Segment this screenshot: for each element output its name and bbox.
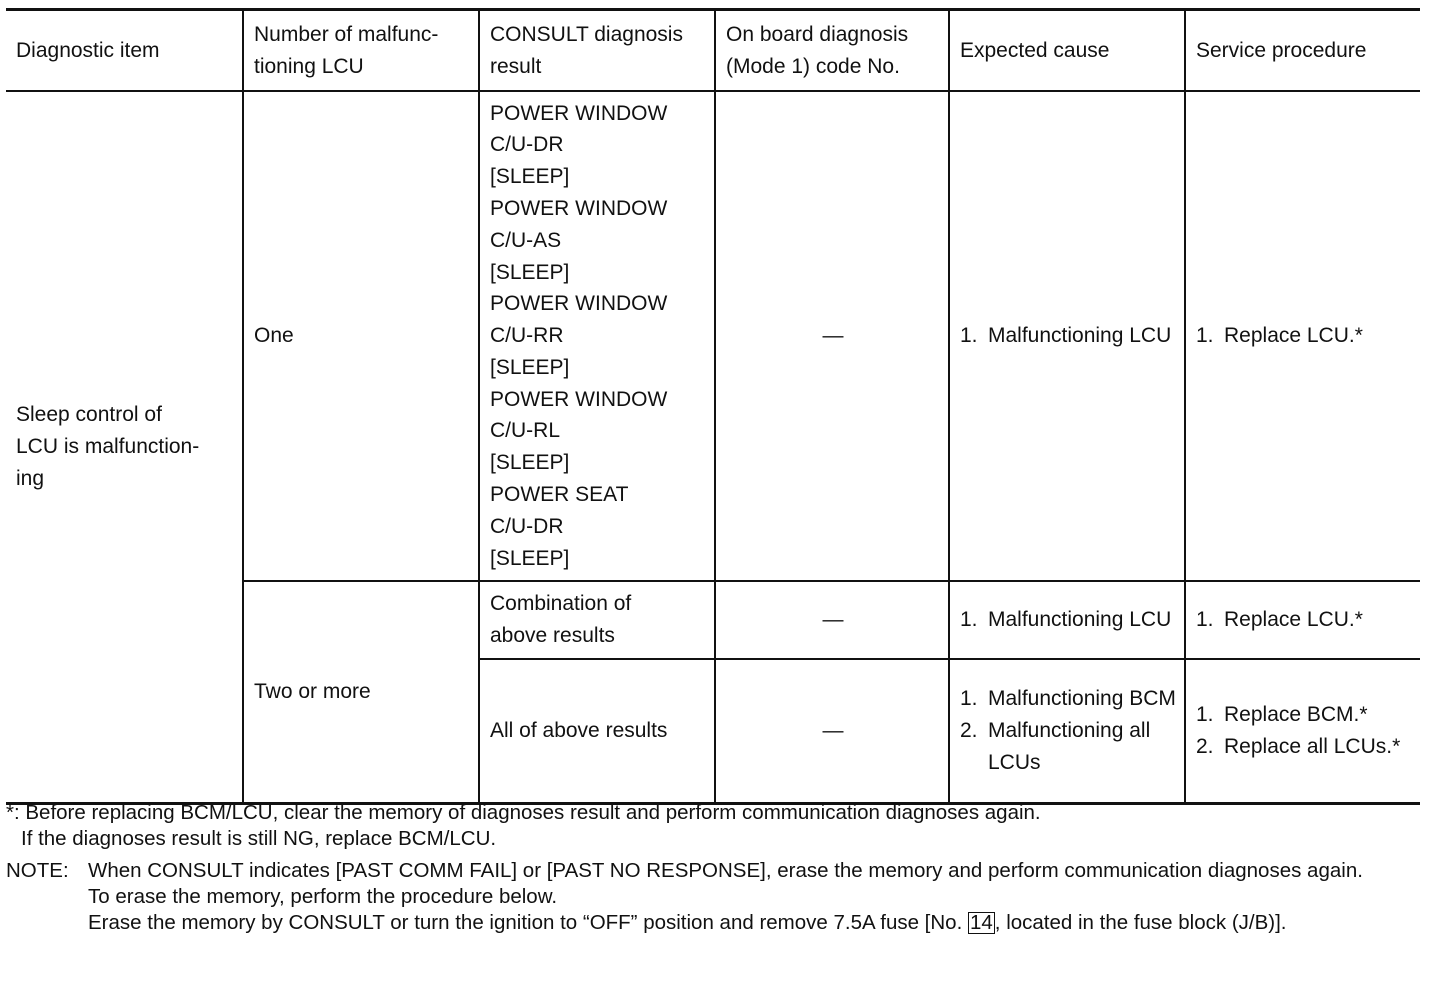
consult-result-line: C/U-RR: [490, 324, 564, 348]
diagnostic-item-cell: [6, 91, 243, 804]
consult-result-line: [SLEEP]: [490, 260, 570, 284]
list-item: [960, 683, 1176, 715]
list-item-text: Malfunctioning LCU: [988, 324, 1172, 348]
expected-cause-list: [960, 604, 1176, 636]
note-line: [88, 910, 1420, 936]
service-procedure-list: [1196, 604, 1412, 636]
service-procedure-cell: [1185, 659, 1420, 804]
text-line: ing: [16, 466, 45, 490]
fuse-number-box: 14: [969, 911, 993, 934]
note-block: [6, 858, 1420, 936]
service-procedure-list: [1196, 320, 1412, 352]
list-item-text: Malfunctioning BCM: [988, 687, 1176, 711]
consult-result-cell: [479, 91, 715, 581]
obd-code-cell: —: [715, 581, 949, 659]
obd-code-cell: —: [715, 659, 949, 804]
footnote: [6, 800, 1420, 852]
consult-result-line: POWER WINDOW: [490, 292, 668, 316]
list-item-text: Malfunctioning LCU: [988, 608, 1172, 632]
note-body: [88, 858, 1420, 936]
diagnosis-table-container: [6, 8, 1420, 805]
footnote-line: If the diagnoses result is still NG, replace BCM/LCU.: [21, 827, 497, 850]
diagnosis-table: [6, 8, 1420, 805]
count-cell: One: [243, 91, 479, 581]
text-line: LCU is malfunction-: [16, 435, 200, 459]
consult-result-line: C/U-DR: [490, 514, 564, 538]
list-item-number: 1.: [1196, 703, 1214, 727]
text-line: tioning LCU: [254, 54, 364, 78]
consult-result-line: POWER WINDOW: [490, 387, 668, 411]
service-procedure-list: [1196, 699, 1412, 763]
list-item-number: 1.: [960, 687, 978, 711]
expected-cause-cell: [949, 581, 1185, 659]
notes-section: [6, 800, 1420, 936]
list-item: [960, 715, 1176, 779]
list-item: [1196, 699, 1412, 731]
header-consult-result: [479, 10, 715, 92]
consult-result-line: C/U-DR: [490, 133, 564, 157]
footnote-line: *: Before replacing BCM/LCU, clear the memory of diagnoses result and perform communication diagnoses again.: [6, 801, 1041, 824]
expected-cause-list: [960, 320, 1176, 352]
consult-result-line: C/U-RL: [490, 419, 561, 443]
list-item: [1196, 731, 1412, 763]
expected-cause-cell: [949, 91, 1185, 581]
list-item-text: Replace BCM.*: [1224, 703, 1368, 727]
list-item: [960, 320, 1176, 352]
count-cell: Two or more: [243, 581, 479, 804]
text-line: result: [490, 54, 542, 78]
consult-result-line: POWER WINDOW: [490, 101, 668, 125]
consult-result-cell: [479, 581, 715, 659]
header-service-procedure: [1185, 10, 1420, 92]
list-item-number: 1.: [1196, 324, 1214, 348]
list-item-text: Malfunctioning all LCUs: [988, 719, 1151, 774]
text-line: Service procedure: [1196, 38, 1367, 62]
note-text: , located in the fuse block (J/B)].: [994, 911, 1287, 934]
text-line: Expected cause: [960, 38, 1110, 62]
list-item-number: 2.: [960, 719, 978, 743]
list-item-number: 1.: [1196, 608, 1214, 632]
list-item-text: Replace LCU.*: [1224, 324, 1363, 348]
obd-code-cell: —: [715, 91, 949, 581]
list-item-text: Replace LCU.*: [1224, 608, 1363, 632]
note-label: NOTE:: [6, 859, 69, 882]
text-line: (Mode 1) code No.: [726, 54, 900, 78]
list-item-number: 1.: [960, 608, 978, 632]
header-diagnostic-item: [6, 10, 243, 92]
note-line: When CONSULT indicates [PAST COMM FAIL] or [PAST NO RESPONSE], erase the memory and perform communication diagnoses again.: [88, 859, 1363, 882]
consult-result-line: [SLEEP]: [490, 546, 570, 570]
consult-result-line: POWER SEAT: [490, 483, 629, 507]
text-line: above results: [490, 624, 615, 647]
consult-result-line: [SLEEP]: [490, 451, 570, 475]
text-line: CONSULT diagnosis: [490, 22, 683, 46]
header-row: [6, 10, 1420, 92]
list-item-number: 2.: [1196, 735, 1214, 758]
consult-result-list: [490, 98, 706, 575]
list-item-number: 1.: [960, 324, 978, 348]
consult-result-line: [SLEEP]: [490, 355, 570, 379]
table-row: [6, 91, 1420, 581]
header-expected-cause: [949, 10, 1185, 92]
expected-cause-list: [960, 683, 1176, 778]
header-obd-code: [715, 10, 949, 92]
consult-result-line: POWER WINDOW: [490, 196, 668, 220]
service-procedure-cell: [1185, 91, 1420, 581]
header-number-malfunctioning: [243, 10, 479, 92]
list-item: [960, 604, 1176, 636]
list-item: [1196, 604, 1412, 636]
text-line: Combination of: [490, 592, 632, 616]
consult-result-line: [SLEEP]: [490, 165, 570, 189]
text-line: Sleep control of: [16, 403, 162, 427]
consult-result-cell: All of above results: [479, 659, 715, 804]
service-procedure-cell: [1185, 581, 1420, 659]
list-item-text: Replace all LCUs.*: [1224, 735, 1401, 758]
consult-result-line: C/U-AS: [490, 228, 562, 252]
text-line: Number of malfunc-: [254, 22, 439, 46]
expected-cause-cell: [949, 659, 1185, 804]
text-line: On board diagnosis: [726, 22, 909, 46]
text-line: Diagnostic item: [16, 38, 160, 62]
note-line: To erase the memory, perform the procedure below.: [88, 885, 558, 908]
list-item: [1196, 320, 1412, 352]
note-text: Erase the memory by CONSULT or turn the ignition to “OFF” position and remove 7.5A fuse [No.: [88, 911, 968, 934]
